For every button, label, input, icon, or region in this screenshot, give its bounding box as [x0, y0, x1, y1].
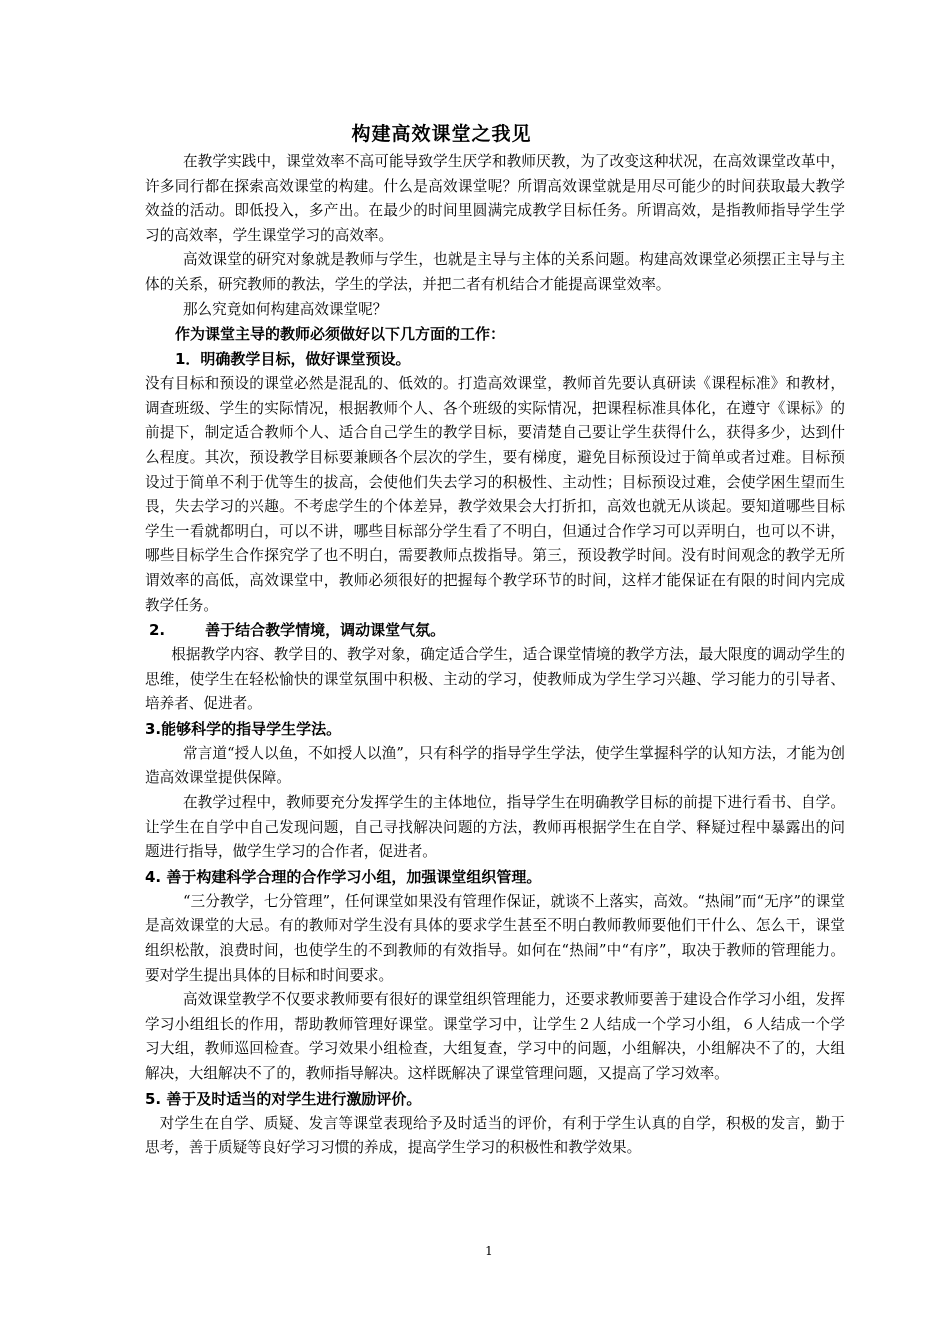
intro-paragraph-1: 在教学实践中，课堂效率不高可能导致学生厌学和教师厌教，为了改变这种状况，在高效课堂改革中，许多同行都在探索高效课堂的构建。什么是高效课堂呢？所谓高效课堂就是用尽可能少的时间获取最大教学效益的活动。即低投入，多产出。在最少的时间里圆满完成教学目标任务。所谓高效，是指教师指导学生学习的高效率，学生课堂学习的高效率。	[145, 153, 845, 244]
section-paragraph-4a: “三分教学，七分管理”，任何课堂如果没有管理作保证，就谈不上落实，高效。“热闹”而“无序”的课堂是高效课堂的大忌。有的教师对学生没有具体的要求学生甚至不明白教师教师要他们干什么、怎么干，课堂组织松散，浪费时间，也使学生的不到教师的有效指导。如何在“热闹”中“有序”，取决于教师的管理能力。要对学生提出具体的目标和时间要求。	[145, 892, 845, 984]
lead-heading: 作为课堂主导的教师必须做好以下几方面的工作：	[175, 325, 506, 344]
intro-paragraph-3: 那么究竟如何构建高效课堂呢？	[182, 300, 388, 318]
section-heading-2-text: 善于结合教学情境，调动课堂气氛。	[205, 621, 446, 640]
section-heading-2	[145, 618, 845, 643]
section-heading-1: 1．明确教学目标，做好课堂预设。	[175, 350, 411, 369]
intro-paragraph-2: 高效课堂的研究对象就是教师与学生，也就是主导与主体的关系问题。构建高效课堂必须摆正主导与主体的关系，研究教师的教法，学生的学法，并把二者有机结合才能提高课堂效率。	[145, 251, 845, 293]
section-heading-3: 3.能够科学的指导学生学法。	[145, 719, 342, 738]
section-number-2: 2.	[149, 621, 166, 640]
section-paragraph-2: 根据教学内容、教学目的、教学对象，确定适合学生，适合课堂情境的教学方法，最大限度的调动学生的思维，使学生在轻松愉快的课堂氛围中积极、主动的学习，使教师成为学生学习兴趣、学习能力的引导者、培养者、促进者。	[145, 646, 845, 713]
section-paragraph-3b: 在教学过程中，教师要充分发挥学生的主体地位，指导学生在明确教学目标的前提下进行看书、自学。让学生在自学中自己发现问题，自己寻找解决问题的方法，教师再根据学生在自学、释疑过程中暴露出的问题进行指导，做学生学习的合作者，促进者。	[145, 794, 845, 861]
document-title: 构建高效课堂之我见	[351, 123, 532, 145]
section-heading-4: 4. 善于构建科学合理的合作学习小组，加强课堂组织管理。	[145, 867, 542, 886]
page-number: 1	[485, 1244, 493, 1258]
document-body	[145, 150, 845, 1161]
section-paragraph-1: 没有目标和预设的课堂必然是混乱的、低效的。打造高效课堂，教师首先要认真研读《课程标准》和教材，调查班级、学生的实际情况，根据教师个人、各个班级的实际情况，把课程标准具体化，在遵守《课标》的前提下，制定适合教师个人、适合自己学生的教学目标，要清楚自己要让学生获得什么，获得多少，达到什么程度。其次，预设教学目标要兼顾各个层次的学生，要有梯度，避免目标预设过于简单或者过难。目标预设过于简单不利于优等生的拔高，会使他们失去学习的积极性、主动性；目标预设过难，会使学困生望而生畏，失去学习的兴趣。不考虑学生的个体差异，教学效果会大打折扣，高效也就无从谈起。要知道哪些目标学生一看就都明白，可以不讲，哪些目标部分学生看了不明白，但通过合作学习可以弄明白，也可以不讲，哪些目标学生合作探究学了也不明白，需要教师点拨指导。第三，预设教学时间。没有时间观念的教学无所谓效率的高低，高效课堂中，教师必须很好的把握每个教学环节的时间，这样才能保证在有限的时间内完成教学任务。	[145, 375, 845, 614]
section-heading-5: 5. 善于及时适当的对学生进行激励评价。	[145, 1089, 422, 1108]
section-paragraph-3a: 常言道“授人以鱼，不如授人以渔”，只有科学的指导学生学法，使学生掌握科学的认知方法，才能为创造高效课堂提供保障。	[145, 744, 845, 787]
section-paragraph-4b: 高效课堂教学不仅要求教师要有很好的课堂组织管理能力，还要求教师要善于建设合作学习小组，发挥学习小组组长的作用，帮助教师管理好课堂。课堂学习中，让学生２人结成一个学习小组，６人结成一个学习大组，教师巡回检查。学习效果小组检查，大组复查，学习中的问题，小组解决，小组解决不了的，大组解决，大组解决不了的，教师指导解决。这样既解决了课堂管理问题，又提高了学习效率。	[145, 991, 845, 1082]
section-paragraph-5: 对学生在自学、质疑、发言等课堂表现给予及时适当的评价，有利于学生认真的自学，积极的发言，勤于思考，善于质疑等良好学习习惯的养成，提高学生学习的积极性和教学效果。	[145, 1114, 845, 1157]
